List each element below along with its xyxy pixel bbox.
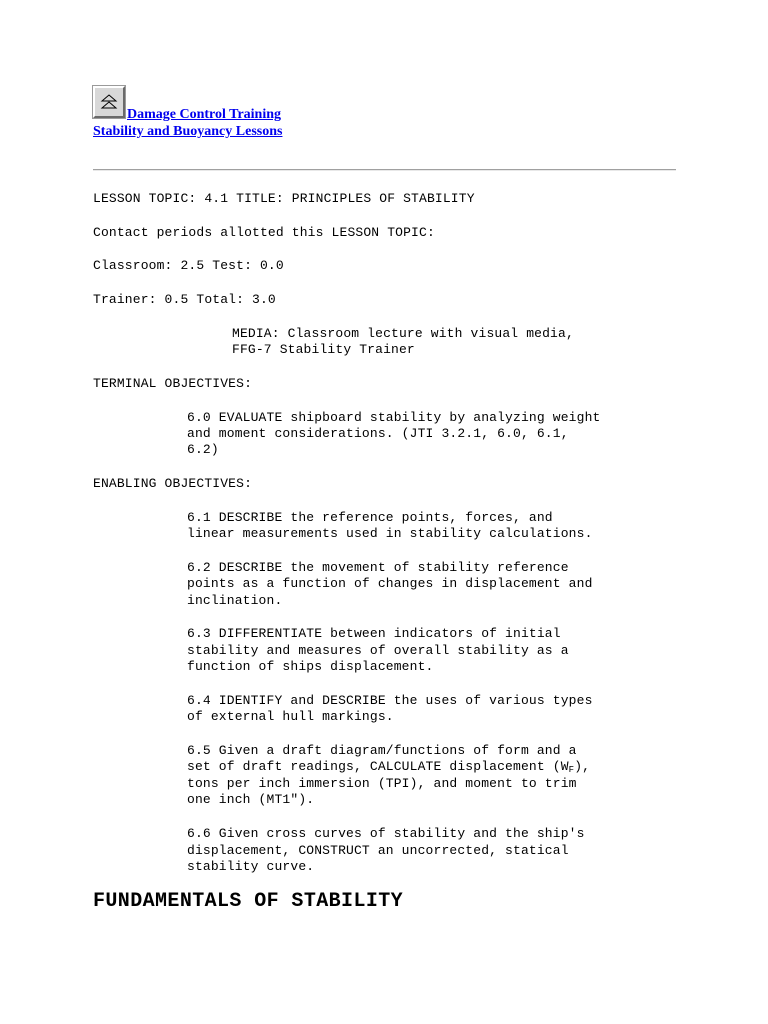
- objective-6-5-line-4: one inch (MT1").: [187, 792, 315, 807]
- objective-6-4-line-2: of external hull markings.: [187, 709, 394, 724]
- objective-6-5-line-2-text: set of draft readings, CALCULATE displacement (W: [187, 759, 569, 774]
- lesson-topic-line: LESSON TOPIC: 4.1 TITLE: PRINCIPLES OF STABILITY: [93, 191, 475, 206]
- objective-6-1-line-2: linear measurements used in stability calculations.: [187, 526, 593, 541]
- objective-6-1-line-1: 6.1 DESCRIBE the reference points, forces, and: [187, 510, 553, 525]
- objective-6-3-line-1: 6.3 DIFFERENTIATE between indicators of initial: [187, 626, 561, 641]
- objective-6-0-line-3: 6.2): [187, 442, 219, 457]
- double-up-arrow-icon: [100, 93, 118, 111]
- media-line-1: MEDIA: Classroom lecture with visual media,: [232, 326, 574, 341]
- objective-6-6-line-2: displacement, CONSTRUCT an uncorrected, statical: [187, 843, 569, 858]
- objective-6-0-line-1: 6.0 EVALUATE shipboard stability by analyzing weight: [187, 410, 601, 425]
- damage-control-training-link[interactable]: Damage Control Training: [127, 107, 282, 122]
- enabling-objectives-label: ENABLING OBJECTIVES:: [93, 476, 253, 491]
- weight-subscript: F: [568, 765, 575, 775]
- contact-periods-line: Contact periods allotted this LESSON TOPIC:: [93, 225, 435, 240]
- terminal-objectives-label: TERMINAL OBJECTIVES:: [93, 376, 253, 391]
- trainer-line: Trainer: 0.5 Total: 3.0: [93, 292, 276, 307]
- objective-6-2-line-3: inclination.: [187, 593, 283, 608]
- objective-6-3-line-3: function of ships displacement.: [187, 659, 434, 674]
- horizontal-divider: [93, 169, 676, 171]
- objective-6-5-line-2-end: ),: [574, 759, 591, 774]
- objective-6-2-line-2: points as a function of changes in displacement and: [187, 576, 593, 591]
- objective-6-3-line-2: stability and measures of overall stability as a: [187, 643, 569, 658]
- classroom-line: Classroom: 2.5 Test: 0.0: [93, 258, 284, 273]
- objective-6-5-line-1: 6.5 Given a draft diagram/functions of form and a: [187, 743, 577, 758]
- objective-6-6-line-3: stability curve.: [187, 859, 315, 874]
- stability-buoyancy-lessons-link[interactable]: Stability and Buoyancy Lessons: [93, 124, 283, 139]
- objective-6-4-line-1: 6.4 IDENTIFY and DESCRIBE the uses of various types: [187, 693, 593, 708]
- section-heading: FUNDAMENTALS OF STABILITY: [93, 890, 404, 913]
- objective-6-0-line-2: and moment considerations. (JTI 3.2.1, 6.0, 6.1,: [187, 426, 569, 441]
- media-line-2: FFG-7 Stability Trainer: [232, 342, 415, 357]
- objective-6-2-line-1: 6.2 DESCRIBE the movement of stability reference: [187, 560, 569, 575]
- objective-6-5-line-3: tons per inch immersion (TPI), and moment to trim: [187, 776, 577, 791]
- up-arrow-button[interactable]: [93, 86, 125, 118]
- objective-6-6-line-1: 6.6 Given cross curves of stability and the ship's: [187, 826, 585, 841]
